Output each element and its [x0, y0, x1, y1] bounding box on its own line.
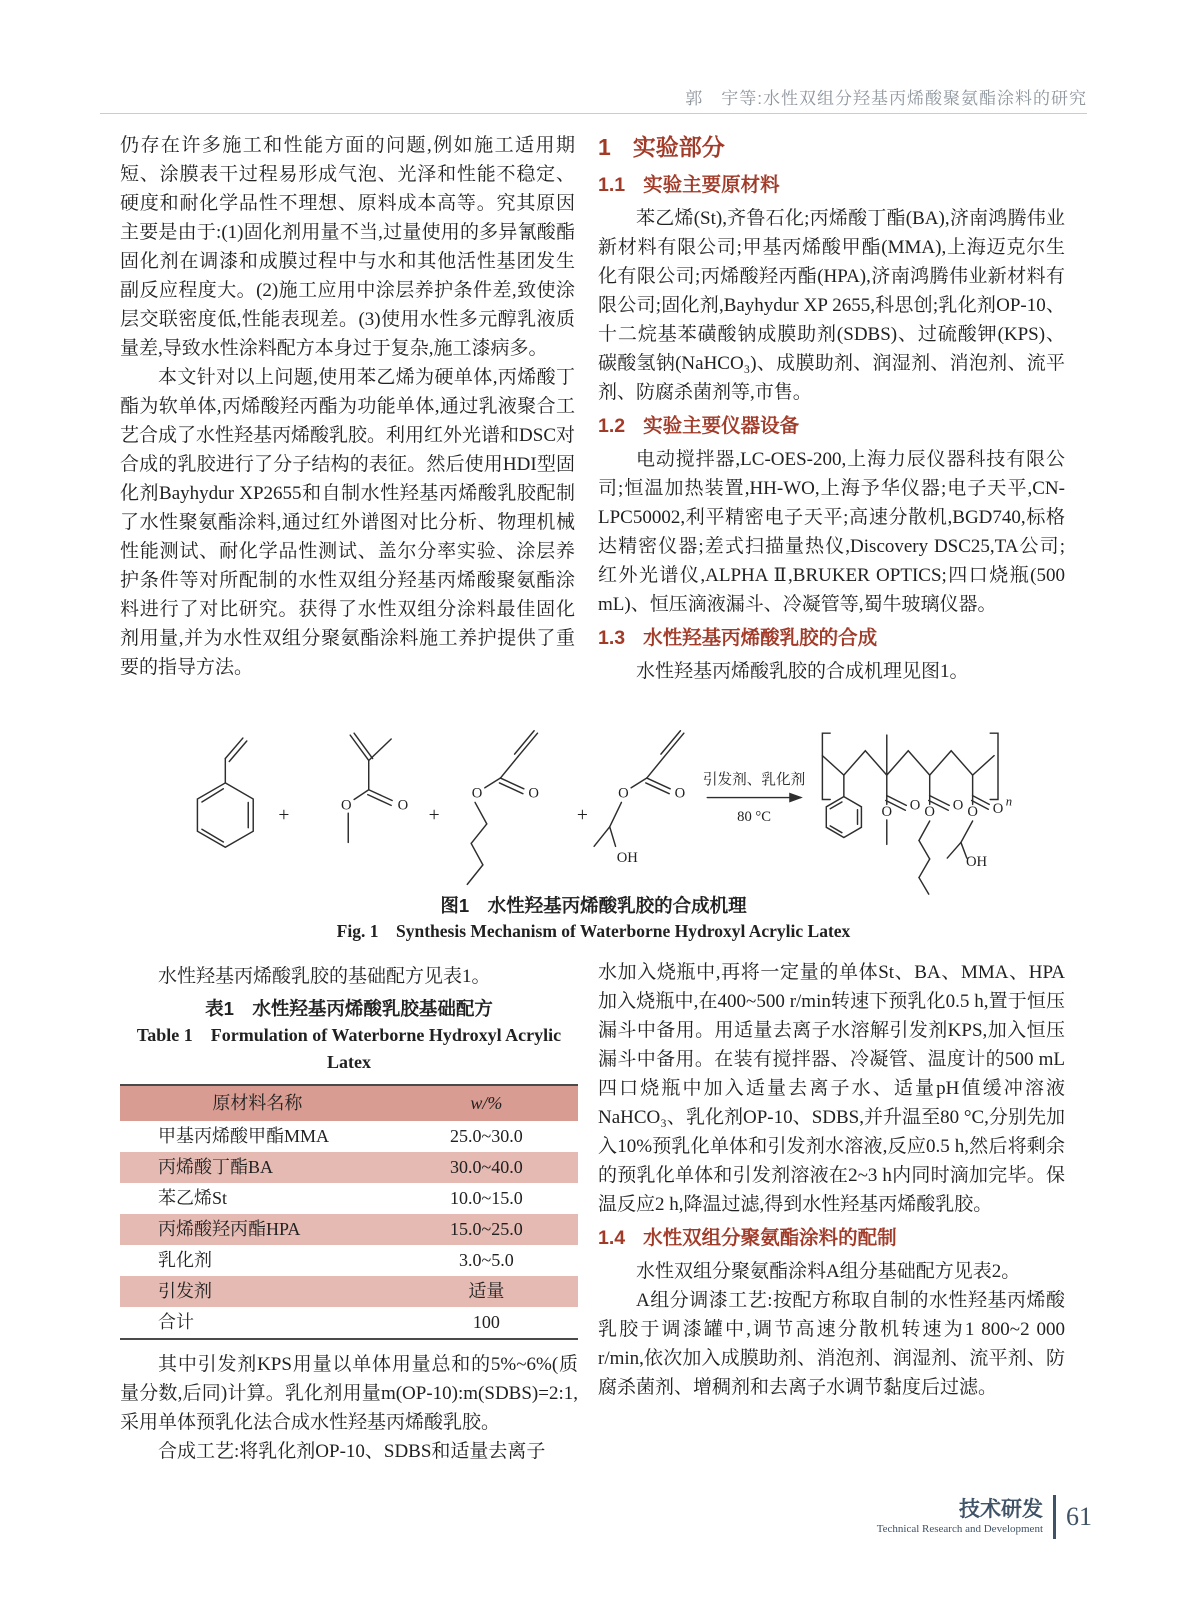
figure1-caption-en: Fig. 1 Synthesis Mechanism of Waterborne Hydroxyl Acrylic Latex	[336, 921, 851, 941]
figure1-caption	[100, 893, 1087, 944]
section-heading-1	[598, 132, 1065, 162]
section-number: 1.3	[598, 627, 626, 649]
section-title: 实验主要原材料	[643, 174, 780, 196]
running-title: 郭 宇等:水性双组分羟基丙烯酸聚氨酯涂料的研究	[685, 89, 1087, 108]
repeat-unit-n: n	[1005, 794, 1013, 809]
section-heading-1-3	[598, 625, 1065, 651]
footer-section-en: Technical Research and Development	[876, 1523, 1043, 1535]
table1-header-material: 原材料名称	[120, 1085, 395, 1121]
atom-label-o: O	[528, 785, 539, 802]
cell-value: 10.0~15.0	[450, 1188, 523, 1208]
reaction-conditions-bottom: 80 °C	[737, 808, 772, 825]
table1-note: 其中引发剂KPS用量以单体用量总和的5%~6%(质量分数,后同)计算。乳化剂用量m(OP-10):m(SDBS)=2:1,采用单体预乳化法合成水性羟基丙烯酸乳胶。	[120, 1354, 578, 1433]
cell-value: 25.0~30.0	[450, 1126, 523, 1146]
atom-label-o: O	[967, 804, 978, 821]
cell-material: 丙烯酸丁酯BA	[120, 1152, 395, 1183]
atom-label-o: O	[471, 785, 483, 802]
atom-label-o: O	[992, 801, 1004, 818]
table1-header-row	[120, 1085, 578, 1121]
atom-label-o: O	[909, 797, 921, 814]
table1	[120, 1084, 578, 1340]
section-heading-1-1	[598, 172, 1065, 198]
section-number: 1.2	[598, 415, 626, 437]
page-footer	[877, 1495, 1092, 1539]
plus-sign: +	[278, 804, 290, 826]
atom-label-o: O	[924, 804, 935, 821]
section-number: 1.1	[598, 174, 626, 196]
table-row	[120, 1152, 578, 1183]
footer-section-labels	[877, 1498, 1043, 1536]
cell-material: 丙烯酸羟丙酯HPA	[120, 1214, 395, 1245]
cell-material: 引发剂	[120, 1276, 395, 1307]
atom-label-o: O	[397, 797, 409, 814]
table1-title-en: Table 1 Formulation of Waterborne Hydroxyl Acrylic Latex	[136, 1025, 562, 1072]
right-column-bottom	[598, 958, 1065, 1402]
section-number: 1.4	[598, 1227, 626, 1249]
cell-value: 15.0~25.0	[395, 1214, 578, 1245]
atom-label-o: O	[341, 797, 352, 814]
table-row	[120, 1121, 578, 1152]
cell-value: 适量	[395, 1276, 578, 1307]
section-number: 1	[598, 134, 611, 160]
figure1-scheme	[158, 700, 1038, 900]
footer-divider	[1053, 1495, 1056, 1539]
atom-label-o: O	[618, 785, 629, 802]
table-row	[120, 1214, 578, 1245]
reaction-conditions-top: 引发剂、乳化剂	[702, 771, 806, 788]
table1-header-wpct: w/%	[395, 1085, 578, 1121]
ba-structure	[467, 731, 537, 885]
styrene-structure	[197, 738, 253, 847]
table-row	[120, 1276, 578, 1307]
cell-value: 30.0~40.0	[395, 1152, 578, 1183]
plus-sign: +	[428, 804, 440, 826]
right-column-top	[598, 128, 1065, 686]
cell-material: 甲基丙烯酸甲酯MMA	[158, 1126, 330, 1146]
hpa-structure	[594, 731, 684, 847]
table1-title-zh: 表1 水性羟基丙烯酸乳胶基础配方	[205, 998, 493, 1019]
table-row	[120, 1307, 578, 1339]
section-heading-1-4	[598, 1225, 1065, 1251]
atom-label-oh: OH	[965, 853, 988, 870]
reaction-scheme-svg	[158, 700, 1038, 900]
figure1-caption-zh: 图1 水性羟基丙烯酸乳胶的合成机理	[440, 895, 747, 916]
body-paragraph: 苯乙烯(St),齐鲁石化;丙烯酸丁酯(BA),济南鸿腾伟业新材料有限公司;甲基丙烯酸甲酯(MMA),上海迈克尔生化有限公司;丙烯酸羟丙酯(HPA),济南鸿腾伟业新材料有限公司;固化剂,Bayhydur XP 2655,科思创;乳化剂OP-10、十二烷基苯磺酸钠成膜助剂(SDBS)、过硫酸钾(KPS)、碳酸氢钠(NaHCO₃)、成膜助剂、润湿剂、消泡剂、流平剂、防腐杀菌剂等,市售。	[598, 208, 1065, 403]
section-heading-1-2	[598, 413, 1065, 439]
body-paragraph: A组分调漆工艺:按配方称取自制的水性羟基丙烯酸乳胶于调漆罐中,调节高速分散机转速为1 800~2 000 r/min,依次加入成膜助剂、消泡剂、润湿剂、流平剂、防腐杀菌剂、增稠剂和去离子水调节黏度后过滤。	[598, 1290, 1065, 1398]
body-paragraph: 仍存在许多施工和性能方面的问题,例如施工适用期短、涂膜表干过程易形成气泡、光泽和性能不稳定、硬度和耐化学品性不理想、原料成本高等。究其原因主要是由于:(1)固化剂用量不当,过量使用的多异氰酸酯固化剂在调漆和成膜过程中与水和其他活性基团发生副反应程度大。(2)施工应用中涂层养护条件差,致使涂层交联密度低,性能表现差。(3)使用水性多元醇乳液质量差,导致水性涂料配方本身过于复杂,施工漆病多。	[120, 135, 575, 359]
cell-material: 苯乙烯St	[158, 1188, 228, 1208]
cell-value: 100	[472, 1312, 500, 1332]
header-rule	[100, 113, 1087, 114]
body-paragraph: 水性羟基丙烯酸乳胶的合成机理见图1。	[636, 661, 969, 682]
atom-label-o: O	[881, 804, 893, 821]
plus-sign: +	[576, 804, 588, 826]
table-row	[120, 1245, 578, 1276]
atom-label-oh: OH	[616, 849, 638, 866]
table1-intro: 水性羟基丙烯酸乳胶的基础配方见表1。	[158, 966, 491, 987]
body-paragraph: 水性双组分聚氨酯涂料A组分基础配方见表2。	[636, 1261, 1021, 1282]
table-row	[120, 1183, 578, 1214]
section-title: 水性双组分聚氨酯涂料的配制	[643, 1227, 897, 1249]
body-paragraph: 本文针对以上问题,使用苯乙烯为硬单体,丙烯酸丁酯为软单体,丙烯酸羟丙酯为功能单体,通过乳液聚合工艺合成了水性羟基丙烯酸乳胶。利用红外光谱和DSC对合成的乳胶进行了分子结构的表征。然后使用HDI型固化剂Bayhydur XP2655和自制水性羟基丙烯酸乳胶配制了水性聚氨酯涂料,通过红外谱图对比分析、物理机械性能测试、耐化学品性测试、盖尔分率实验、涂层养护条件等对所配制的水性双组分羟基丙烯酸聚氨酯涂料进行了对比研究。获得了水性双组分涂料最佳固化剂用量,并为水性双组分聚氨酯涂料施工养护提供了重要的指导方法。	[120, 367, 575, 678]
atom-label-o: O	[952, 797, 964, 814]
footer-section-zh: 技术研发	[959, 1498, 1043, 1521]
atom-label-o: O	[674, 785, 686, 802]
mma-structure	[348, 733, 392, 842]
cell-material: 乳化剂	[158, 1250, 212, 1270]
body-paragraph: 合成工艺:将乳化剂OP-10、SDBS和适量去离子	[158, 1441, 546, 1462]
body-paragraph: 电动搅拌器,LC-OES-200,上海力辰仪器科技有限公司;恒温加热装置,HH-WO,上海予华仪器;电子天平,CN-LPC50002,利平精密电子天平;高速分散机,BGD740,标格达精密仪器;差式扫描量热仪,Discovery DSC25,TA公司;红外光谱仪,ALPHA Ⅱ,BRUKER OPTICS;四口烧瓶(500 mL)、恒压滴液漏斗、冷凝管等,蜀牛玻璃仪器。	[598, 449, 1065, 615]
cell-value: 3.0~5.0	[459, 1250, 514, 1270]
section-title: 水性羟基丙烯酸乳胶的合成	[643, 627, 878, 649]
left-column-bottom	[120, 962, 578, 1466]
page-number: 61	[1066, 1502, 1092, 1531]
section-title: 实验主要仪器设备	[643, 415, 800, 437]
section-title: 实验部分	[632, 134, 725, 160]
cell-material: 合计	[158, 1312, 194, 1332]
left-column-top	[120, 131, 575, 682]
reaction-arrow	[707, 793, 803, 803]
body-paragraph: 水加入烧瓶中,再将一定量的单体St、BA、MMA、HPA加入烧瓶中,在400~500 r/min转速下预乳化0.5 h,置于恒压漏斗中备用。用适量去离子水溶解引发剂KPS,加入恒压漏斗中备用。在装有搅拌器、冷凝管、温度计的500 mL四口烧瓶中加入适量去离子水、适量pH值缓冲溶液NaHCO₃、乳化剂OP-10、SDBS,并升温至80 °C,分别先加入10%预乳化单体和引发剂水溶液,反应0.5 h,然后将剩余的预乳化单体和引发剂溶液在2~3 h内同时滴加完毕。保温反应2 h,降温过滤,得到水性羟基丙烯酸乳胶。	[598, 962, 1065, 1215]
